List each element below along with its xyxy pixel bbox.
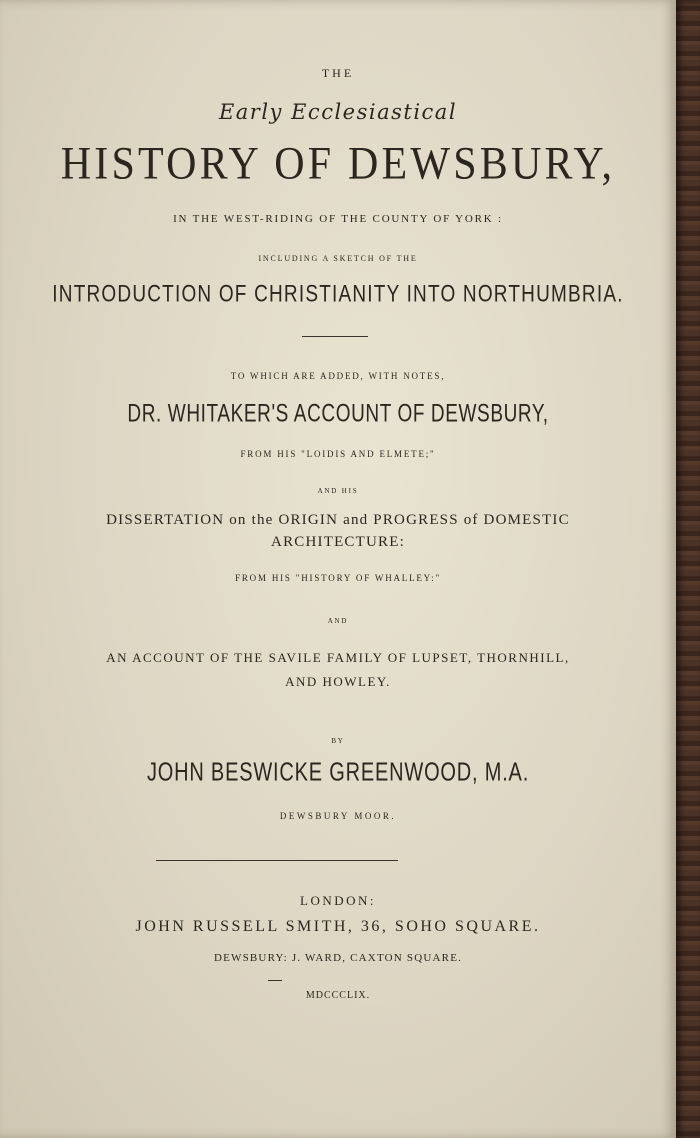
- publisher-line: JOHN RUSSELL SMITH, 36, SOHO SQUARE.: [135, 918, 541, 935]
- short-rule: [302, 336, 368, 337]
- early-ecclesiastical-heading: Early Ecclesiastical: [218, 100, 458, 124]
- author-name: JOHN BESWICKE GREENWOOD, M.A.: [146, 758, 530, 788]
- added-line: TO WHICH ARE ADDED, WITH NOTES,: [230, 371, 446, 381]
- including-line: INCLUDING A SKETCH OF THE: [258, 254, 418, 263]
- by-line: BY: [331, 737, 345, 745]
- introduction-line: INTRODUCTION OF CHRISTIANITY INTO NORTHUMBRIA.: [52, 281, 624, 308]
- long-rule: [156, 860, 398, 861]
- savile-line-2: AND HOWLEY.: [285, 674, 391, 689]
- local-seller-line: DEWSBURY: J. WARD, CAXTON SQUARE.: [213, 952, 463, 964]
- and-his-line: AND HIS: [317, 487, 359, 495]
- city-line: LONDON:: [300, 893, 376, 908]
- dissertation-line-1: DISSERTATION on the ORIGIN and PROGRESS of DOMESTIC: [106, 512, 570, 528]
- book-edge: [676, 0, 700, 1138]
- tiny-rule: [268, 980, 282, 981]
- savile-line-1: AN ACCOUNT OF THE SAVILE FAMILY OF LUPSET, THORNHILL,: [106, 650, 570, 665]
- the-label: THE: [321, 66, 355, 80]
- dissertation-line-2: ARCHITECTURE:: [271, 534, 405, 550]
- from-loidis-line: FROM HIS "LOIDIS AND ELMETE;": [240, 449, 436, 459]
- from-whalley-line: FROM HIS "HISTORY OF WHALLEY:": [235, 573, 441, 583]
- main-title: HISTORY OF DEWSBURY,: [60, 138, 616, 190]
- and-line: AND: [327, 617, 349, 625]
- location-line: IN THE WEST-RIDING OF THE COUNTY OF YORK :: [173, 213, 503, 225]
- year-line: MDCCCLIX.: [305, 990, 371, 1001]
- author-place: DEWSBURY MOOR.: [279, 811, 397, 821]
- whitaker-account-line: DR. WHITAKER'S ACCOUNT OF DEWSBURY,: [127, 400, 549, 428]
